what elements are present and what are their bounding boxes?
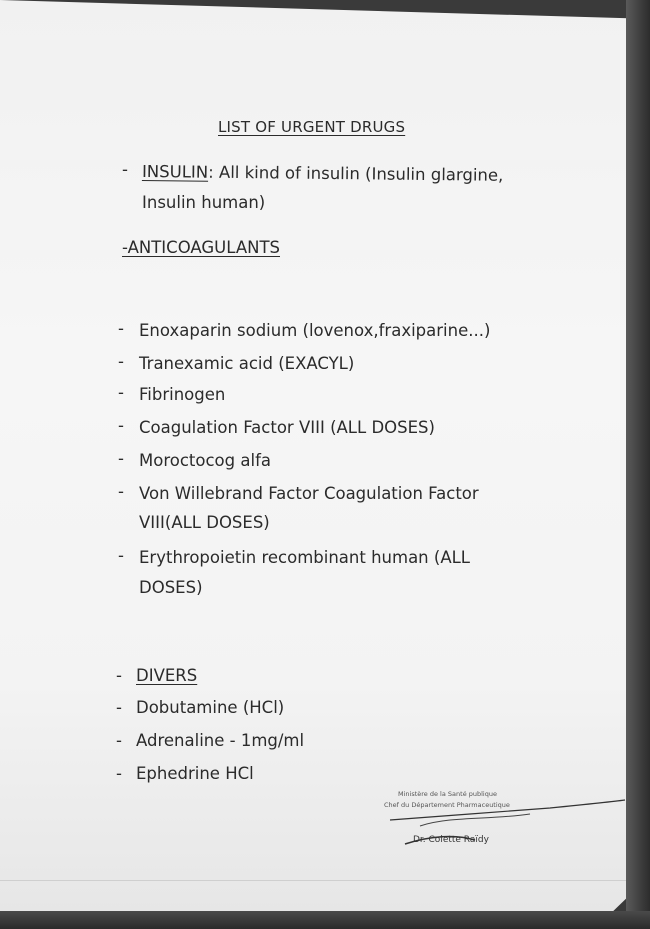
list-item: Erythropoietin recombinant human (ALL: [139, 548, 470, 567]
list-item: Moroctocog alfa: [139, 451, 271, 470]
anticoagulants-heading: -ANTICOAGULANTS: [122, 238, 280, 257]
list-item: Fibrinogen: [139, 385, 226, 404]
signature-scribble: [380, 796, 630, 856]
list-item: Dobutamine (HCl): [136, 698, 285, 717]
insulin-text: : All kind of insulin (Insulin glargine,: [208, 162, 504, 185]
bullet-dash: -: [118, 449, 124, 468]
list-item: Von Willebrand Factor Coagulation Factor: [139, 484, 479, 503]
stamp-ministry: Ministère de la Santé publique: [398, 790, 497, 798]
list-item: Ephedrine HCl: [136, 764, 254, 783]
bullet-dash: -: [118, 546, 124, 565]
insulin-heading: INSULIN: [141, 162, 209, 182]
divers-heading: DIVERS: [136, 666, 198, 685]
bullet-dash: -: [116, 764, 122, 783]
document-title: LIST OF URGENT DRUGS: [218, 118, 406, 136]
bullet-dash: -: [116, 666, 122, 685]
signatory-name: Dr. Colette Raïdy: [413, 835, 489, 845]
bullet-dash: -: [118, 383, 124, 402]
bullet-dash: -: [118, 482, 124, 501]
list-item-continued: DOSES): [139, 578, 203, 597]
bullet-dash: -: [118, 416, 124, 435]
bullet-dash: -: [122, 160, 128, 179]
stamp-department: Chef du Département Pharmaceutique: [384, 801, 510, 809]
bullet-dash: -: [118, 352, 124, 371]
insulin-text-continued: Insulin human): [142, 193, 266, 212]
list-item: Adrenaline - 1mg/ml: [136, 731, 305, 750]
list-item-continued: VIII(ALL DOSES): [139, 513, 270, 532]
bullet-dash: -: [118, 319, 124, 338]
list-item: Enoxaparin sodium (lovenox,fraxiparine...): [139, 321, 491, 340]
bullet-dash: -: [116, 698, 122, 717]
scan-shadow-right: [626, 0, 650, 929]
list-item: Tranexamic acid (EXACYL): [139, 354, 355, 373]
insulin-line: [142, 162, 504, 185]
bullet-dash: -: [116, 731, 122, 750]
list-item: Coagulation Factor VIII (ALL DOSES): [139, 418, 435, 437]
